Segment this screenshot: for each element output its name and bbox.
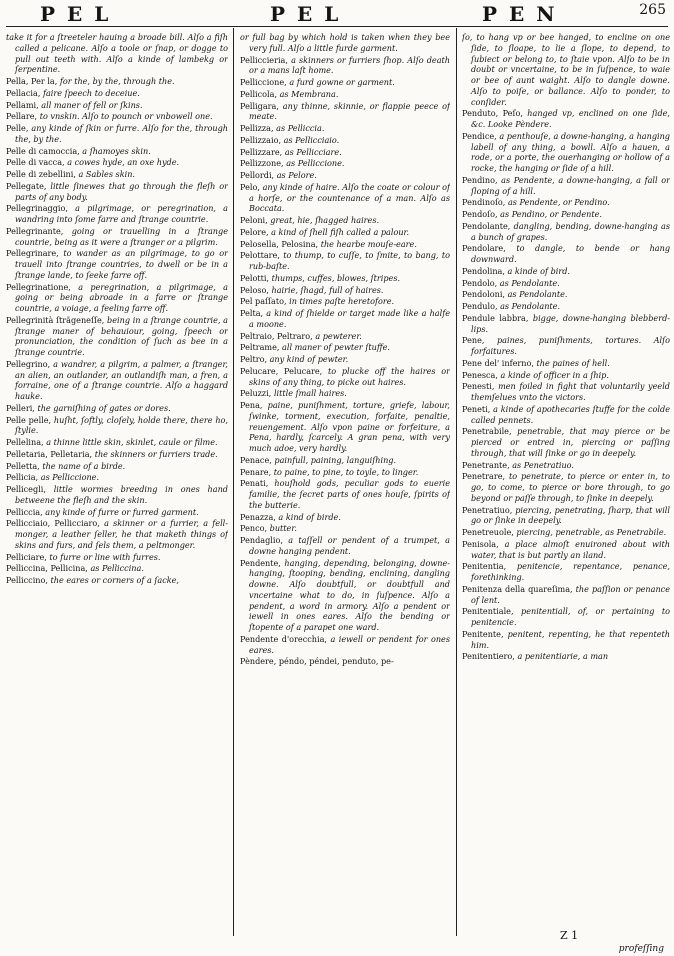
entry-definition: any kinde of ſkin or furre. Alſo for the, through the, by the.: [15, 123, 228, 144]
dictionary-entry: [462, 266, 670, 277]
entry-headword: Pelle di vacca,: [6, 157, 65, 168]
dictionary-entry: [240, 455, 450, 466]
dictionary-entry: [240, 656, 450, 667]
dictionary-entry: [240, 331, 450, 342]
entry-definition: for the, by the, through the.: [59, 76, 175, 86]
entry-definition: penetrable, that may pierce or be pierced or entred in, piercing or paſſing through, that will ſinke or go in deepely.: [471, 426, 670, 458]
entry-headword: Penace,: [240, 454, 272, 465]
entry-headword: Penesti,: [462, 381, 495, 392]
dictionary-entry: [240, 388, 450, 399]
entry-definition: as Pelore.: [276, 170, 317, 180]
entry-headword: Pelle,: [6, 123, 29, 133]
entry-definition: as Pendente, or Pendino.: [507, 197, 610, 208]
entry-headword: Pene,: [462, 335, 485, 346]
entry-headword: Pelligara,: [240, 100, 279, 111]
entry-definition: as Pellicciaio.: [283, 134, 340, 145]
header-rule: [6, 26, 668, 27]
entry-headword: Penetrabile,: [462, 426, 512, 437]
entry-headword: Pelucare, Pelucare,: [240, 365, 323, 376]
entry-definition: little ſinewes that go through the fleſh or parts of any body.: [15, 180, 228, 202]
dictionary-entry: [462, 651, 670, 662]
entry-headword: Pena,: [240, 400, 263, 410]
entry-definition: a skinner or a furrier, a fell-monger, a leather ſeller, he that maketh things of skins and furs, and ſels them, a peltmonger.: [15, 518, 228, 550]
entry-headword: Pellizzare,: [240, 146, 283, 157]
entry-headword: Pellicia,: [6, 472, 39, 483]
entry-headword: Penduto, Peſo,: [462, 108, 523, 119]
entry-definition: ſo, to hang vp or bee hanged, to encline on one ſide, to ſloape, to lie a ſlope, to depend, to ſubiect or belong to, to ſtaie vpon. Alſo to be in doubt or vncertaine, to be in ſuſpence, to waie or bee of aunt waight. Alſo to dangle downe. Alſo to poiſe, or ballance. Alſo to ponder, to conſider.: [462, 32, 670, 107]
dictionary-entry: [6, 146, 228, 157]
dictionary-entry: [240, 239, 450, 250]
dictionary-entry: [462, 278, 670, 289]
entry-definition: as Pendolante.: [499, 277, 560, 288]
entry-definition: little ſmall haires.: [273, 388, 347, 399]
entry-headword: Pelliciare,: [6, 551, 47, 562]
entry-definition: the paines of hell.: [536, 357, 610, 368]
entry-headword: Pelta,: [240, 308, 264, 318]
dictionary-entry: [462, 561, 670, 583]
dictionary-entry: [6, 403, 228, 414]
entry-headword: Pellizza,: [240, 123, 274, 133]
entry-definition: paines, puniſhments, tortures. Alſo forfaitures.: [471, 335, 670, 356]
entry-definition: a kinde of apothecaries ſtuffe for the colde called pennets.: [471, 403, 670, 425]
dictionary-entry: [6, 248, 228, 280]
column-divider-2: [456, 28, 457, 936]
dictionary-entry: [240, 89, 450, 100]
entry-definition: or full bag by which hold is taken when they bee very full. Alſo a little furde garment.: [240, 32, 450, 53]
entry-definition: any kinde of haire. Alſo the coate or colour of a horſe, or the countenance of a man. Alſo as Boccata.: [249, 181, 450, 214]
entry-headword: Pelliccione,: [240, 77, 287, 87]
entry-definition: a iewell or pendent for ones eares.: [249, 633, 450, 655]
entry-headword: Penitente,: [462, 628, 504, 639]
entry-definition: to penetrate, to pierce or enter in, to go, to come, to pierce or bore through, to go beyond or paſſe through, to ſinke in deepely.: [471, 471, 670, 503]
headword-right: PEN: [482, 2, 567, 26]
entry-definition: to paine, to pine, to toyle, to linger.: [273, 466, 419, 477]
dictionary-entry: [462, 209, 670, 220]
entry-headword: Pelottare,: [240, 250, 280, 261]
entry-headword: Pelleri,: [6, 402, 35, 413]
entry-definition: as Pellicciare.: [284, 146, 342, 157]
entry-definition: a kinde of officer in a ſhip.: [500, 369, 609, 380]
entry-headword: Pella, Per la,: [6, 76, 58, 86]
dictionary-entry: [240, 296, 450, 307]
dictionary-entry: [6, 88, 228, 99]
entry-headword: Pelosella, Pelosina,: [240, 238, 319, 249]
page-number: 265: [639, 2, 666, 18]
dictionary-entry: [240, 273, 450, 284]
entry-headword: Pellicegli,: [6, 484, 46, 494]
dictionary-entry: [240, 523, 450, 534]
entry-definition: a kind of ſhielde or target made like a halfe a moone.: [249, 308, 450, 329]
entry-definition: the eares or corners of a ſacke,: [50, 575, 180, 585]
entry-definition: to plucke off the haires or skins of any thing, to picke out haires.: [249, 365, 450, 387]
entry-headword: Pellegrinaggio,: [6, 203, 68, 214]
entry-headword: Penitentia,: [462, 561, 507, 572]
entry-definition: a ſhamoyes skin.: [82, 145, 151, 156]
dictionary-entry: [462, 629, 670, 651]
entry-headword: Peltraio, Peltraro,: [240, 330, 313, 341]
entry-definition: a kinde of bird.: [507, 265, 570, 276]
dictionary-entry: [6, 415, 228, 437]
dictionary-entry: [462, 539, 670, 561]
entry-definition: as Pendente, a downe-hanging, a fall or ſloping of a hill.: [471, 174, 670, 196]
entry-headword: Penco,: [240, 523, 268, 534]
dictionary-entry: [462, 221, 670, 243]
entry-headword: Pendice,: [462, 130, 497, 141]
entry-headword: Pendulo,: [462, 301, 498, 311]
entry-definition: to vnskin. Alſo to pounch or vnbowell one.: [39, 111, 213, 122]
dictionary-entry: [6, 226, 228, 248]
entry-definition: a kind of birde.: [278, 511, 341, 522]
dictionary-entry: [6, 461, 228, 472]
dictionary-entry: [462, 426, 670, 458]
entry-definition: the skinners or furriers trade.: [94, 448, 218, 459]
dictionary-entry: [462, 460, 670, 471]
entry-definition: all maner of pewter ſtuffe.: [282, 342, 390, 353]
entry-definition: a cowes hyde, an oxe hyde.: [67, 157, 180, 168]
dictionary-entry: [240, 227, 450, 238]
dictionary-entry: [462, 370, 670, 381]
entry-headword: Peltrame,: [240, 342, 280, 353]
entry-definition: a penthouſe, a downe-hanging, a hanging labell of any thing, a bowll. Alſo a hauen, a rode, or a porte, the ouerhanging or hollow of a rocke, the hanging or ſide of a hill.: [471, 130, 670, 173]
dictionary-entry: [462, 108, 670, 130]
entry-definition: piercing, penetrating, ſharp, that will go or ſinke in deepely.: [471, 504, 670, 526]
dictionary-entry: [240, 147, 450, 158]
headword-center: PEL: [270, 2, 351, 26]
entry-headword: Pelliccina, Pellicina,: [6, 563, 88, 574]
entry-definition: a wandrer, a pilgrim, a palmer, a ſtranger, an alien, an outlander, an outlandiſh man, a fren, a forraine, one of a ſtrange countrie. Alſo a haggard hauke.: [15, 358, 228, 401]
entry-headword: Pelletta,: [6, 460, 40, 471]
dictionary-entry: [240, 308, 450, 330]
entry-definition: huſht, ſoftly, cloſely, holde there, there ho, ſtylie.: [15, 414, 228, 436]
entry-headword: Pendoſo,: [462, 209, 498, 219]
dictionary-entry: [6, 100, 228, 111]
entry-definition: to thump, to cuſſe, to ſmite, to bang, to rub-baſte.: [249, 250, 450, 271]
dictionary-entry: [240, 77, 450, 88]
entry-headword: Pelore,: [240, 226, 269, 237]
entry-definition: in times paſte heretofore.: [289, 296, 395, 307]
entry-definition: as Penetratiuo.: [512, 459, 574, 470]
dictionary-entry: [6, 169, 228, 180]
dictionary-entry: [240, 32, 450, 54]
dictionary-entry: [462, 32, 670, 107]
dictionary-entry: [240, 535, 450, 557]
dictionary-entry: [6, 76, 228, 87]
entry-headword: Pelliccieria,: [240, 54, 288, 65]
entry-definition: a furd gowne or garment.: [289, 77, 395, 87]
entry-headword: Pellizzaio,: [240, 134, 282, 145]
entry-headword: Pellegrinare,: [6, 248, 59, 259]
entry-definition: as Pendolante.: [507, 289, 568, 300]
entry-headword: Peneti,: [462, 403, 491, 414]
entry-definition: a thinne little skin, skinlet, caule or filme.: [46, 437, 218, 447]
dictionary-entry: [462, 175, 670, 197]
dictionary-entry: [6, 563, 228, 574]
catchword: profeſſing: [618, 944, 664, 954]
entry-definition: penitent, repenting, he that repenteth him.: [471, 628, 670, 650]
dictionary-entry: [462, 197, 670, 208]
entry-headword: Pendolina,: [462, 265, 505, 276]
entry-headword: Pellacia,: [6, 87, 41, 98]
entry-headword: Pellegrino,: [6, 358, 51, 369]
entry-headword: Pendule labbra,: [462, 312, 529, 323]
dictionary-entry: [240, 285, 450, 296]
entry-definition: as Pelliccione.: [40, 472, 100, 483]
column-divider-1: [233, 28, 234, 936]
entry-headword: Penetrante,: [462, 459, 510, 470]
entry-headword: Pendente,: [240, 557, 281, 568]
entry-definition: as Pelliccina.: [90, 563, 144, 574]
entry-headword: Pellegrinante,: [6, 225, 64, 236]
entry-definition: a penitentiarie, a man: [517, 651, 609, 662]
entry-headword: Penisola,: [462, 538, 499, 549]
dictionary-entry: [6, 32, 228, 75]
entry-definition: the hearbe mouſe-eare.: [320, 238, 417, 249]
dictionary-entry: [462, 358, 670, 369]
entry-headword: Pendente d'orecchia,: [240, 633, 327, 644]
entry-definition: any thinne, skinnie, or flappie peece of meate.: [249, 100, 450, 122]
dictionary-entry: [240, 250, 450, 272]
dictionary-entry: [240, 123, 450, 134]
entry-definition: all maner of fell or ſkins.: [41, 99, 143, 110]
entry-definition: piercing, penetrable, as Penetrabile.: [516, 527, 667, 537]
entry-definition: penitentiall, of, or pertaining to penitencie.: [471, 606, 670, 627]
entry-definition: great, hie, ſhagged haires.: [270, 215, 380, 225]
dictionary-entry: [240, 400, 450, 454]
entry-headword: Pendolante,: [462, 220, 511, 231]
entry-headword: Peloni,: [240, 215, 268, 225]
entry-headword: Pelle pelle,: [6, 414, 52, 425]
entry-headword: Pendolo,: [462, 277, 498, 288]
dictionary-entry: [240, 478, 450, 510]
entry-definition: butter.: [269, 523, 297, 534]
dictionary-entry: [240, 101, 450, 123]
entry-definition: a kind of ſhell fiſh called a palour.: [271, 226, 410, 237]
dictionary-entry: [462, 381, 670, 403]
entry-headword: Penitentiale,: [462, 606, 514, 617]
dictionary-entry: [240, 215, 450, 226]
entry-definition: going or trauelling in a ſtrange countrie, being as it were a ſtranger or a pilgrim.: [15, 225, 228, 247]
entry-definition: men foiled in fight that voluntarily yeeld themſelues vnto the victors.: [471, 381, 670, 402]
dictionary-entry: [6, 472, 228, 483]
dictionary-entry: [462, 131, 670, 174]
entry-headword: Pellegrinatione,: [6, 281, 71, 292]
dictionary-entry: [6, 575, 228, 586]
entry-definition: bigge, downe-hanging blebberd-lips.: [471, 312, 670, 334]
dictionary-entry: [6, 518, 228, 550]
entry-definition: little wormes breeding in ones hand betweene the fleſh and the skin.: [15, 484, 228, 505]
dictionary-entry: [240, 366, 450, 388]
entry-headword: Pendoloni,: [462, 289, 505, 300]
dictionary-entry: [6, 484, 228, 506]
entry-headword: Pellare,: [6, 111, 38, 122]
dictionary-entry: [462, 471, 670, 503]
dictionary-entry: [240, 55, 450, 77]
entry-definition: a place almoſt enuironed about with water, that is but partly an iland.: [471, 538, 670, 560]
entry-headword: Penare,: [240, 466, 272, 477]
entry-definition: hanging, depending, belonging, downe-hanging, ſtooping, bending, enclining, dangling downe. Alſo doubtfull, or doubtfull and vncertaine what to do, in ſuſpence. Alſo a pendent, a word in armory. Alſo a pendent or iewell in ones eares. Alſo the bending or ſtopente of a parapet one ward.: [249, 557, 450, 632]
entry-definition: any kinde of furre or furred garment.: [45, 506, 199, 517]
column-2: [240, 32, 450, 668]
entry-definition: paine, puniſhment, torture, griefe, labour, ſwinke, torment, execution, forfaite, penaltie, reuengement. Alſo vpon paine or forfeiture, a Pena, hardly, ſcarcely. A gran pena, with very much adoe, very hardly.: [249, 400, 450, 453]
dictionary-entry: [6, 282, 228, 314]
entry-definition: take it for a ſtreeteler hauing a broade bill. Alſo a fiſh called a pelicane. Alſo a toole or ſnap, or dogge to pull out teeth with. Alſo a kinde of lambekg or ſerpentine.: [6, 32, 228, 75]
column-3: [462, 32, 670, 663]
dictionary-entry: [462, 584, 670, 606]
entry-headword: Pellegrinità ſtrãgeneſſe,: [6, 314, 105, 325]
entry-definition: a taſſell or pendent of a trumpet, a downe hanging pendent.: [249, 535, 450, 556]
entry-headword: Pene del' inferno,: [462, 357, 534, 368]
entry-definition: being in a ſtrange countrie, a ſtrange maner of behauiour, going, ſpeech or pronunciation, the condition of ſuch as bee in a ſtrange countrie.: [15, 314, 228, 357]
dictionary-entry: [240, 354, 450, 365]
entry-definition: hanged vp, enclined on one ſide, &c. Looke Pèndere.: [471, 108, 670, 129]
entry-headword: Penetratiuo,: [462, 504, 513, 515]
entry-headword: Pelliccino,: [6, 575, 48, 585]
entry-definition: as Pendino, or Pendente.: [500, 209, 603, 219]
entry-definition: the paſſion or penance of lent.: [471, 583, 670, 605]
entry-definition: thumps, cuffes, blowes, ſtripes.: [271, 272, 401, 283]
entry-definition: to dangle, to bende or hang downward.: [471, 243, 670, 264]
entry-headword: Peltro,: [240, 354, 268, 364]
dictionary-entry: [462, 404, 670, 426]
entry-definition: any kind of pewter.: [269, 354, 349, 364]
dictionary-entry: [240, 170, 450, 181]
entry-headword: Pel paſſato,: [240, 296, 287, 307]
headword-left: PEL: [40, 2, 121, 26]
entry-headword: Penazza,: [240, 511, 276, 522]
dictionary-entry: [240, 467, 450, 478]
entry-definition: to wander as an pilgrimage, to go or trauell into ſtrange countries, to dwell or be in a ſtrange lande, to ſeeke farre off.: [15, 248, 228, 280]
entry-definition: to furre or line with furres.: [49, 551, 161, 562]
entry-definition: a peregrination, a pilgrimage, a going or being abroade in a farre or ſtrange countrie, a voiage, a feeling farre off.: [15, 281, 228, 313]
entry-headword: Pelletaria, Pelletaria,: [6, 448, 93, 459]
dictionary-entry: [6, 449, 228, 460]
entry-definition: a pilgrimage, or peregrination, a wandring into ſome farre and ſtrange countrie.: [15, 203, 228, 224]
entry-definition: as Pelliccione.: [286, 158, 345, 169]
entry-headword: Penati,: [240, 478, 269, 489]
dictionary-entry: [462, 335, 670, 357]
entry-definition: a skinners or furriers ſhop. Alſo death or a mans laſt home.: [249, 54, 450, 76]
entry-headword: Pelotti,: [240, 272, 269, 283]
dictionary-entry: [6, 111, 228, 122]
entry-headword: Penitenza della quareſima,: [462, 583, 573, 594]
entry-headword: Penetrare,: [462, 471, 506, 482]
entry-headword: Pendolare,: [462, 243, 506, 254]
dictionary-entry: [6, 157, 228, 168]
dictionary-entry: [6, 359, 228, 402]
dictionary-entry: [6, 203, 228, 225]
entry-definition: as Pelliccia.: [276, 123, 325, 133]
dictionary-entry: [240, 135, 450, 146]
entry-headword: Pellegate,: [6, 180, 47, 191]
entry-definition: as Membrana.: [279, 88, 339, 99]
entry-definition: dangling, bending, downe-hanging as a bunch of grapes.: [471, 220, 670, 242]
entry-headword: Pendino,: [462, 174, 498, 185]
entry-definition: as Pendolante.: [500, 301, 561, 311]
entry-definition: hairie, ſhagd, full of haires.: [271, 284, 384, 295]
entry-definition: faire ſpeech to deceiue.: [42, 87, 140, 98]
entry-headword: Pelo,: [240, 181, 260, 192]
entry-definition: penitencie, repentance, penance, forethinking.: [471, 561, 670, 582]
entry-definition: the name of a birde.: [42, 460, 126, 471]
entry-headword: Pellicola,: [240, 88, 278, 99]
dictionary-entry: [240, 512, 450, 523]
entry-headword: Pelle di zebellini,: [6, 169, 76, 179]
entry-headword: Pellami,: [6, 99, 39, 110]
dictionary-entry: [462, 313, 670, 335]
entry-headword: Pendinoſo,: [462, 197, 506, 208]
dictionary-entry: [462, 301, 670, 312]
dictionary-entry: [6, 181, 228, 203]
dictionary-entry: [6, 552, 228, 563]
dictionary-entry: [462, 505, 670, 527]
entry-definition: a pewterer.: [315, 330, 362, 341]
entry-headword: Pellelina,: [6, 437, 44, 447]
dictionary-entry: [6, 437, 228, 448]
dictionary-entry: [240, 558, 450, 633]
dictionary-entry: [462, 606, 670, 628]
entry-headword: Penesca,: [462, 369, 498, 380]
entry-headword: Pèndere, péndo, péndei, penduto, pe-: [240, 656, 394, 667]
entry-definition: painfull, paining, languiſhing.: [274, 454, 397, 465]
dictionary-entry: [462, 289, 670, 300]
signature-mark: Z 1: [560, 929, 579, 942]
entry-headword: Peloso,: [240, 284, 269, 295]
entry-definition: the garniſhing of gates or dores.: [37, 402, 171, 413]
column-1: [6, 32, 228, 587]
entry-headword: Penitentiero,: [462, 651, 515, 662]
dictionary-entry: [6, 507, 228, 518]
dictionary-entry: [240, 158, 450, 169]
dictionary-entry: [6, 123, 228, 145]
entry-headword: Pelliccia,: [6, 506, 43, 517]
running-head: [0, 0, 674, 26]
dictionary-entry: [6, 315, 228, 358]
entry-definition: houſhold gods, peculiar gods to euerie familie, the ſecret parts of ones houſe, ſpirits of the butterie.: [249, 478, 450, 510]
entry-headword: Pellizzone,: [240, 158, 284, 169]
entry-headword: Pellordi,: [240, 170, 275, 180]
entry-headword: Pendaglio,: [240, 535, 283, 545]
entry-definition: a Sables skin.: [78, 169, 135, 179]
entry-headword: Pellicciaio, Pellicciaro,: [6, 518, 100, 529]
dictionary-entry: [240, 634, 450, 656]
entry-headword: Peluzzi,: [240, 388, 272, 399]
dictionary-entry: [240, 182, 450, 214]
entry-headword: Pelle di camoccia,: [6, 145, 80, 156]
dictionary-entry: [240, 342, 450, 353]
dictionary-entry: [462, 243, 670, 265]
entry-headword: Penetreuole,: [462, 527, 514, 537]
dictionary-entry: [462, 527, 670, 538]
